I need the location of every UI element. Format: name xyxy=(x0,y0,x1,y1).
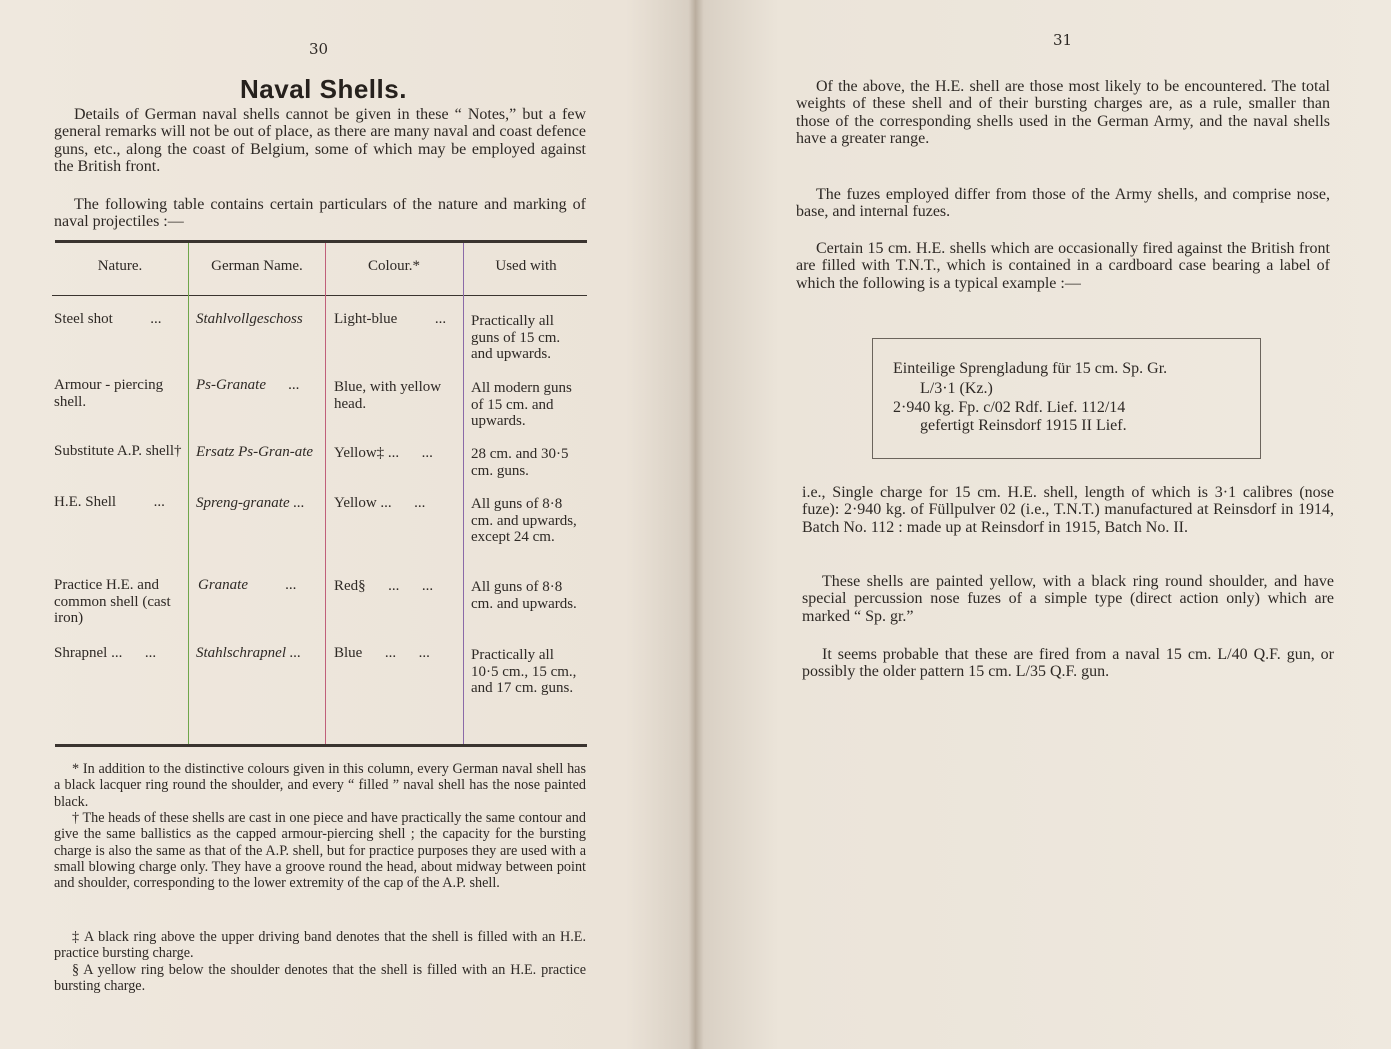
table-cell-nature: Armour - piercing shell. xyxy=(54,377,164,410)
table-cell-german-name: Ersatz Ps-Gran-ate xyxy=(196,444,314,460)
table-cell-nature: Steel shot ... xyxy=(54,311,162,327)
table-cell-german-name: Stahlvollgeschoss xyxy=(196,311,303,327)
paragraph-tnt: Certain 15 cm. H.E. shells which are occasionally fired against the British front are filled with T.N.T., which is contained in a cardboard case bearing a label of which the following is a typical example :— xyxy=(796,240,1330,292)
table-cell-used-with: All guns of 8·8 cm. and upwards. xyxy=(471,579,577,612)
page-number-left: 30 xyxy=(309,40,329,58)
table-cell-german-name: Spreng-granate ... xyxy=(196,495,305,511)
table-cell-colour: Blue ... ... xyxy=(334,645,430,661)
page-number-right: 31 xyxy=(1053,31,1073,49)
table-cell-used-with: All modern guns of 15 cm. and upwards. xyxy=(471,380,572,429)
table-cell-german-name: Ps-Granate ... xyxy=(196,377,300,393)
table-cell-german-name: Granate ... xyxy=(198,577,297,593)
table-cell-colour: Light-blue ... xyxy=(334,311,447,327)
footnote-asterisk: * In addition to the distinctive colours given in this column, every German naval shell has a black lacquer ring round the shoulder, and every “ filled ” naval shell has the nose painted black. xyxy=(54,761,586,810)
paragraph-translation: i.e., Single charge for 15 cm. H.E. shell, length of which is 3·1 calibres (nose fuze): 2·940 kg. of Füllpulver 02 (i.e., T.N.T.) manufactured at Reinsdorf in 1914, Batch No. 112 : made up at Reinsdorf in 1915, Batch No. II. xyxy=(802,484,1334,536)
table-cell-nature: Shrapnel ... ... xyxy=(54,645,157,661)
table-cell-nature: Substitute A.P. shell† xyxy=(54,443,182,459)
header-german-name: German Name. xyxy=(211,258,303,274)
table-cell-colour: Blue, with yellow head. xyxy=(334,379,442,412)
label-line: Einteilige Sprengladung für 15 cm. Sp. Gr. xyxy=(893,360,1168,377)
footnote-section: § A yellow ring below the shoulder denotes that the shell is filled with an H.E. practice bursting charge. xyxy=(54,962,586,995)
table-bottom-rule xyxy=(55,744,587,747)
header-nature: Nature. xyxy=(97,258,143,274)
intro-paragraph-2: The following table contains certain particulars of the nature and marking of naval projectiles :— xyxy=(54,196,586,231)
footnote-dagger: † The heads of these shells are cast in one piece and have practically the same contour and give the same ballistics as the capped armour-piercing shell ; the capacity for the bursting charge is also the same as that of the A.P. shell, but for practice purposes they are used with a small blowing charge only. They have a groove round the head, about midway between point and shoulder, corresponding to the lower extremity of the cap of the A.P. shell. xyxy=(54,810,586,892)
paragraph-he-shell: Of the above, the H.E. shell are those most likely to be encountered. The total weights of these shell and of their bursting charges are, as a rule, smaller than those of the corresponding shells used in the German Army, and the naval shells have a greater range. xyxy=(796,78,1330,148)
paragraph-fuzes: The fuzes employed differ from those of the Army shells, and comprise nose, base, and internal fuzes. xyxy=(796,186,1330,221)
table-cell-nature: H.E. Shell ... xyxy=(54,494,165,510)
label-line: gefertigt Reinsdorf 1915 II Lief. xyxy=(920,417,1127,434)
table-cell-colour: Yellow‡ ... ... xyxy=(334,445,433,461)
page-title: Naval Shells. xyxy=(240,74,407,104)
table-cell-used-with: Practically all guns of 15 cm. and upwards. xyxy=(471,313,561,362)
header-colour: Colour.* xyxy=(367,258,421,274)
table-cell-colour: Yellow ... ... xyxy=(334,495,426,511)
table-cell-used-with: All guns of 8·8 cm. and upwards, except 24 cm. xyxy=(471,496,577,545)
table-cell-used-with: Practically all 10·5 cm., 15 cm., and 17 cm. guns. xyxy=(471,647,577,696)
column-divider-1 xyxy=(188,243,189,744)
paragraph-painted-yellow: These shells are painted yellow, with a black ring round shoulder, and have special percussion nose fuzes of a simple type (direct action only) which are marked “ Sp. gr.” xyxy=(802,573,1334,625)
table-cell-german-name: Stahlschrapnel ... xyxy=(196,645,301,661)
column-divider-2 xyxy=(325,243,326,744)
intro-paragraph-1: Details of German naval shells cannot be given in these “ Notes,” but a few general remarks will not be out of place, as there are many naval and coast defence guns, etc., along the coast of Belgium, some of which may be employed against the British front. xyxy=(54,106,586,176)
header-used-with: Used with xyxy=(495,258,557,274)
table-cell-colour: Red§ ... ... xyxy=(334,578,434,594)
table-header-rule xyxy=(52,295,587,296)
label-line: 2·940 kg. Fp. c/02 Rdf. Lief. 112/14 xyxy=(893,399,1126,416)
table-cell-nature: Practice H.E. and common shell (cast iron) xyxy=(54,577,171,626)
footnote-double-dagger: ‡ A black ring above the upper driving band denotes that the shell is filled with an H.E. practice bursting charge. xyxy=(54,929,586,962)
column-divider-3 xyxy=(463,243,464,744)
table-top-rule xyxy=(55,240,587,243)
paragraph-naval-gun: It seems probable that these are fired from a naval 15 cm. L/40 Q.F. gun, or possibly the older pattern 15 cm. L/35 Q.F. gun. xyxy=(802,646,1334,681)
table-cell-used-with: 28 cm. and 30·5 cm. guns. xyxy=(471,446,569,479)
label-line: L/3·1 (Kz.) xyxy=(920,380,993,397)
